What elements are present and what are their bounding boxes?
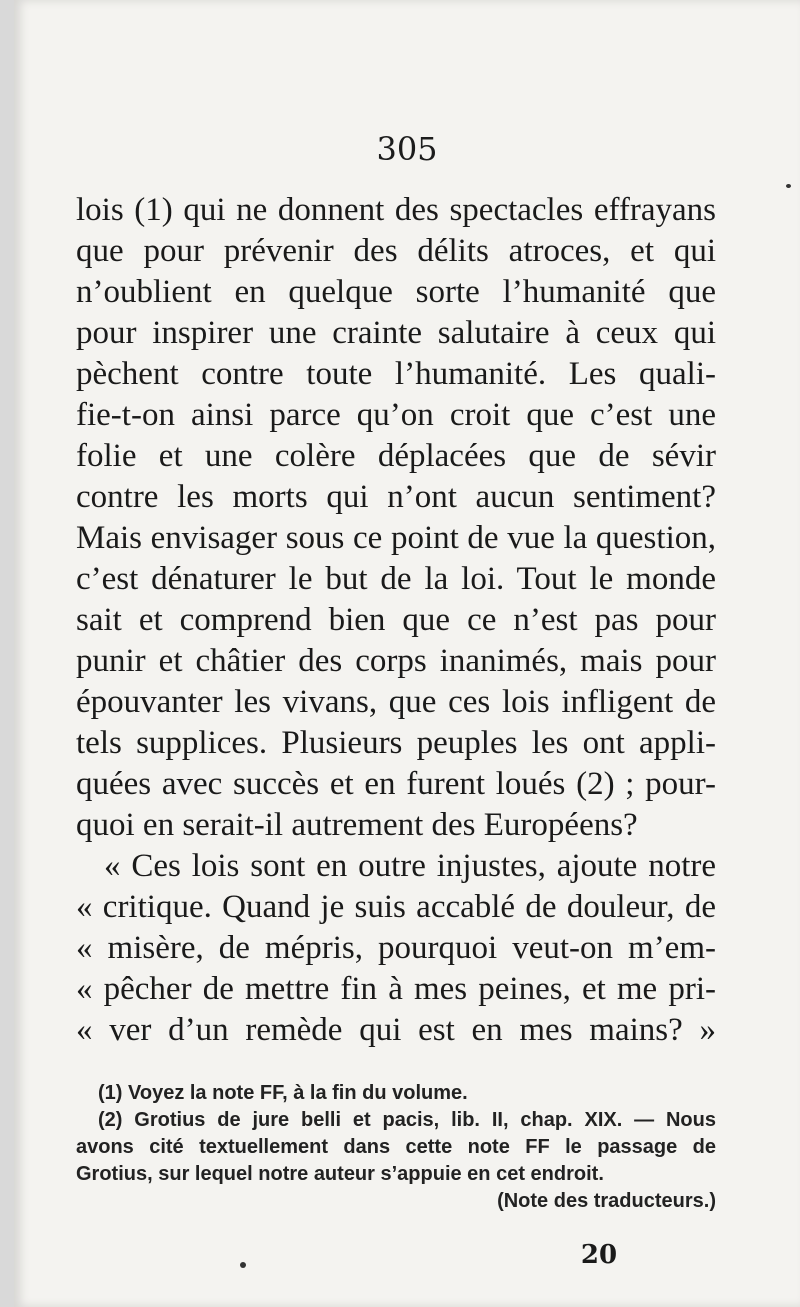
- text-line: lois (1) qui ne donnent des spectacles effrayans: [76, 192, 716, 228]
- ink-speck: [240, 1262, 246, 1268]
- quote-line: « misère, de mépris, pourquoi veut-on m’em-: [76, 930, 716, 966]
- text-line: quées avec succès et en furent loués (2) ; pour-: [76, 766, 716, 802]
- quote-line: « critique. Quand je suis accablé de douleur, de: [76, 889, 716, 925]
- book-page: [14, 0, 800, 1307]
- footnote-1: (1) Voyez la note FF, à la fin du volume.: [98, 1082, 468, 1104]
- quote-line: « ver d’un remède qui est en mes mains? »: [76, 1012, 716, 1048]
- text-line: c’est dénaturer le but de la loi. Tout le monde: [76, 561, 716, 597]
- text-line: épouvanter les vivans, que ces lois infligent de: [76, 684, 716, 720]
- footnote-attribution: (Note des traducteurs.): [497, 1190, 716, 1212]
- text-line: tels supplices. Plusieurs peuples les ont appli-: [76, 725, 716, 761]
- ink-speck: [786, 184, 791, 188]
- text-line: punir et châtier des corps inanimés, mais pour: [76, 643, 716, 679]
- text-line: n’oublient en quelque sorte l’humanité que: [76, 274, 716, 310]
- text-line: sait et comprend bien que ce n’est pas pour: [76, 602, 716, 638]
- text-line: fie-t-on ainsi parce qu’on croit que c’est une: [76, 397, 716, 433]
- text-line: pour inspirer une crainte salutaire à ceux qui: [76, 315, 716, 351]
- footnote-2-line: (2) Grotius de jure belli et pacis, lib. II, chap. XIX. — Nous: [98, 1109, 716, 1131]
- quote-line: « pêcher de mettre fin à mes peines, et me pri-: [76, 971, 716, 1007]
- page-number: 305: [376, 130, 438, 168]
- footnote-2-line: Grotius, sur lequel notre auteur s’appuie en cet endroit.: [76, 1163, 604, 1185]
- text-line: que pour prévenir des délits atroces, et qui: [76, 233, 716, 269]
- text-line: Mais envisager sous ce point de vue la question,: [76, 520, 716, 556]
- text-line: contre les morts qui n’ont aucun sentiment?: [76, 479, 716, 515]
- text-line: quoi en serait-il autrement des Européens?: [76, 807, 638, 843]
- signature-mark: 20: [580, 1240, 618, 1270]
- text-line: folie et une colère déplacées que de sévir: [76, 438, 716, 474]
- footnote-2-line: avons cité textuellement dans cette note FF le passage de: [76, 1136, 716, 1158]
- quote-line: « Ces lois sont en outre injustes, ajoute notre: [104, 848, 716, 884]
- footnotes: [76, 1080, 716, 1215]
- text-line: pèchent contre toute l’humanité. Les quali-: [76, 356, 716, 392]
- body-text: [76, 190, 716, 1051]
